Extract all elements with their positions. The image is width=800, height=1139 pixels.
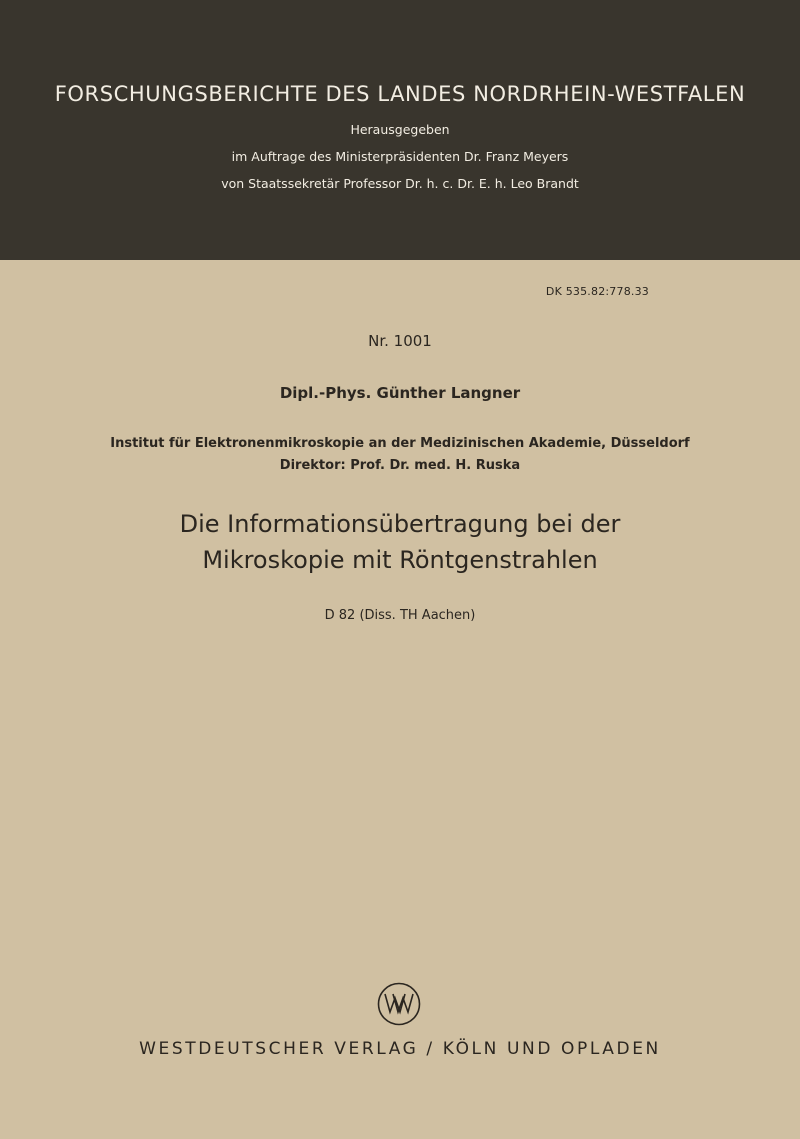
dk-classification: DK 535.82:778.33 bbox=[545, 285, 649, 298]
series-title: FORSCHUNGSBERICHTE DES LANDES NORDRHEIN-WESTFALEN bbox=[54, 82, 746, 106]
title-line-1: Die Informationsübertragung bei der bbox=[179, 510, 621, 538]
editor-line-ministerpraesident: im Auftrage des Ministerpräsidenten Dr. Franz Meyers bbox=[231, 149, 569, 164]
editor-line-staatssekretaer: von Staatssekretär Professor Dr. h. c. Dr. E. h. Leo Brandt bbox=[221, 176, 579, 191]
report-number: Nr. 1001 bbox=[368, 332, 432, 350]
cover-header-band bbox=[0, 0, 800, 260]
editor-line-herausgegeben: Herausgegeben bbox=[350, 122, 450, 137]
director-line: Direktor: Prof. Dr. med. H. Ruska bbox=[279, 458, 521, 473]
dissertation-note: D 82 (Diss. TH Aachen) bbox=[324, 608, 476, 623]
publisher-logo-icon bbox=[377, 982, 421, 1026]
author-name: Dipl.-Phys. Günther Langner bbox=[279, 384, 521, 402]
institute-line: Institut für Elektronenmikroskopie an der Medizinischen Akademie, Düsseldorf bbox=[110, 436, 690, 451]
title-line-2: Mikroskopie mit Röntgenstrahlen bbox=[202, 546, 598, 574]
publisher-imprint: WESTDEUTSCHER VERLAG / KÖLN UND OPLADEN bbox=[139, 1039, 661, 1059]
